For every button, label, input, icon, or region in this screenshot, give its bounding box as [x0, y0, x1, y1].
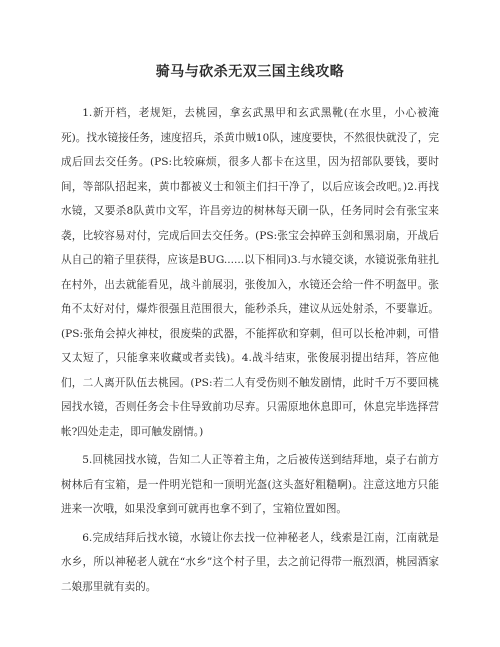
paragraph-2: 5.回桃园找水镜，告知二人正等着主角，之后被传送到结拜地，桌子右前方树林后有宝箱，是一件明光铠和一顶明光盔(这头盔好粗糙啊)。注意这地方只能进来一次哦，如果没拿到可就再也拿不到了，宝箱位置如图。 — [61, 454, 439, 515]
page-title: 骑马与砍杀无双三国主线攻略 — [155, 64, 345, 80]
paragraph-1: 1.新开档，老规矩，去桃园，拿玄武黑甲和玄武黑靴(在水里，小心被淹死)。找水镜接任务，速度招兵，杀黄巾贼10队，速度要快，不然很快就没了，完成后回去交任务。(PS:比较麻烦，很多人都卡在这里，因为招部队要钱，要时间，等部队招起来，黄巾都被义士和领主们扫干净了，以后应该会改吧。)2.再找水镜，又要杀8队黄巾文军，许昌旁边的树林每天刷一队，任务同时会有张宝来袭，比较容易对付，完成后回去交任务。(PS:张宝会掉碎玉剑和黑羽扇，开战后从自己的箱子里获得，应该是BUG......以下相同)3.与水镜交谈，水镜说张角驻扎在村外，出去就能看见，战斗前展羽，张俊加入，水镜还会给一件不明盔甲。张角不太好对付，爆炸很强且范围很大，能秒杀兵，建议从远处射杀，不要靠近。(PS:张角会掉火神杖，很废柴的武器，不能挥砍和穿刺，但可以长枪冲刺，可惜又太短了，只能拿来收藏或者卖钱)。4.战斗结束，张俊展羽提出结拜，答应他们，二人离开队伍去桃园。(PS:若二人有受伤则不触发剧情，此时千万不要回桃园找水镜，否则任务会卡住导致前功尽弃。只需原地休息即可，休息完毕选择营帐?四处走走，即可触发剧情。) — [61, 107, 439, 438]
paragraph-3: 6.完成结拜后找水镜，水镜让你去找一位神秘老人，线索是江南，江南就是水乡，所以神秘老人就在“水乡”这个村子里，去之前记得带一瓶烈酒，桃园酒家二娘那里就有卖的。 — [61, 531, 439, 593]
